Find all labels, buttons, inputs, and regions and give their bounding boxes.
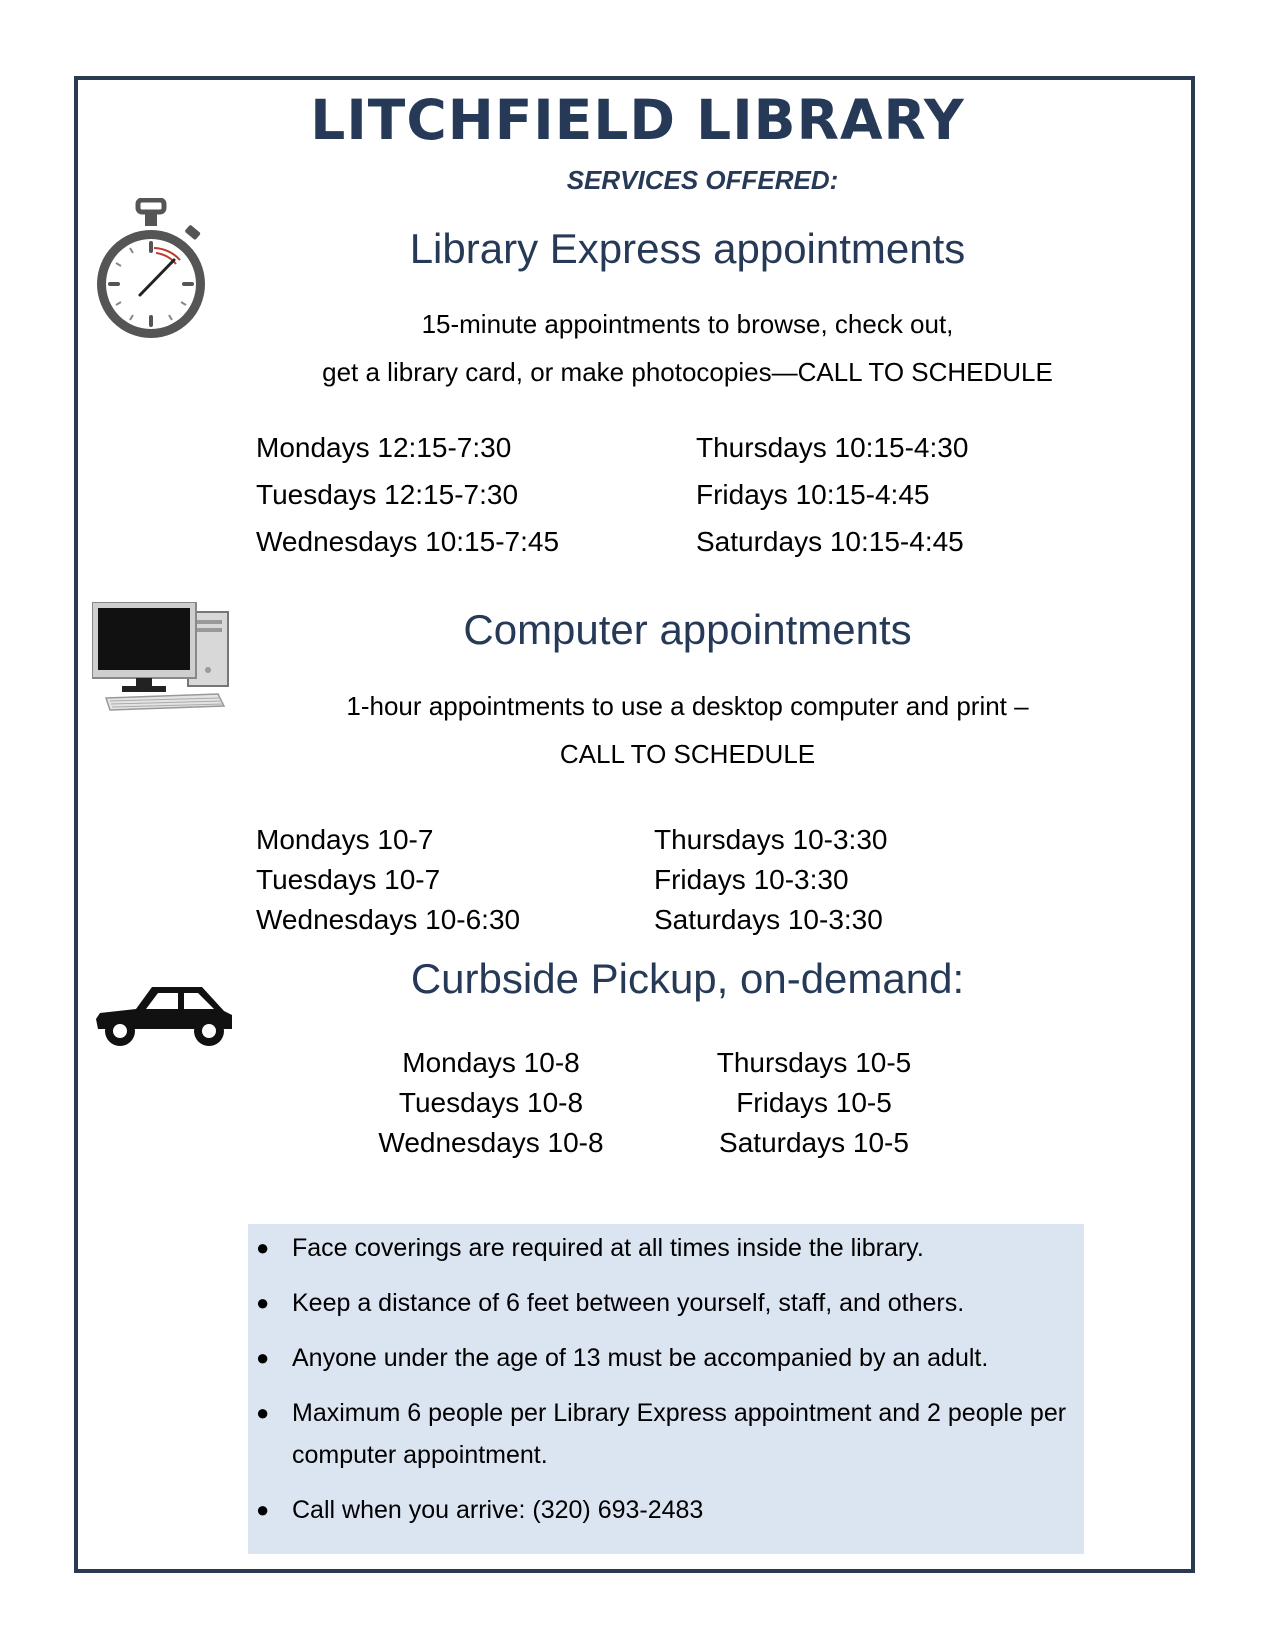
computer-heading: Computer appointments — [463, 606, 912, 653]
express-hours-monday: Mondays 12:15-7:30 — [256, 432, 512, 463]
bullet-icon: ● — [256, 1400, 270, 1425]
computer-description-line-2: CALL TO SCHEDULE — [559, 739, 816, 769]
express-description-line-2: get a library card, or make photocopies—CALL TO SCHEDULE — [322, 357, 1053, 387]
rule-text: Anyone under the age of 13 must be accompanied by an adult. — [292, 1344, 989, 1372]
computer-hours-tuesday: Tuesdays 10-7 — [256, 864, 441, 895]
bullet-icon: ● — [256, 1290, 270, 1315]
rule-text: Maximum 6 people per Library Express appointment and 2 people per computer appointment. — [292, 1399, 1067, 1469]
express-hours-saturday: Saturdays 10:15-4:45 — [696, 526, 964, 557]
curbside-hours-saturday: Saturdays 10-5 — [719, 1127, 909, 1158]
curbside-heading: Curbside Pickup, on-demand: — [410, 955, 965, 1002]
rule-item — [256, 1392, 1072, 1476]
curbside-hours-monday: Mondays 10-8 — [402, 1047, 580, 1078]
express-heading: Library Express appointments — [409, 225, 966, 272]
rule-item — [256, 1337, 1072, 1379]
bullet-icon: ● — [256, 1497, 270, 1522]
express-description-line-1: 15-minute appointments to browse, check out, — [421, 309, 954, 339]
curbside-hours-friday: Fridays 10-5 — [736, 1087, 892, 1118]
computer-hours-thursday: Thursdays 10-3:30 — [654, 824, 888, 855]
bullet-icon: ● — [256, 1345, 270, 1370]
rule-item — [256, 1282, 1072, 1324]
express-hours-wednesday: Wednesdays 10:15-7:45 — [256, 526, 560, 557]
computer-description-line-1: 1-hour appointments to use a desktop computer and print – — [346, 691, 1029, 721]
rule-text: Keep a distance of 6 feet between yourself, staff, and others. — [292, 1289, 965, 1317]
computer-hours-friday: Fridays 10-3:30 — [654, 864, 849, 895]
computer-hours-saturday: Saturdays 10-3:30 — [654, 904, 883, 935]
page-title: LITCHFIELD LIBRARY — [310, 88, 965, 152]
computer-hours-wednesday: Wednesdays 10-6:30 — [256, 904, 521, 935]
curbside-hours-wednesday: Wednesdays 10-8 — [378, 1127, 604, 1158]
express-hours-friday: Fridays 10:15-4:45 — [696, 479, 930, 510]
rule-item — [256, 1489, 1072, 1531]
rule-text: Call when you arrive: (320) 693-2483 — [292, 1496, 704, 1524]
curbside-hours-thursday: Thursdays 10-5 — [716, 1047, 912, 1078]
curbside-hours-tuesday: Tuesdays 10-8 — [398, 1087, 584, 1118]
computer-hours-monday: Mondays 10-7 — [256, 824, 434, 855]
page-subtitle: SERVICES OFFERED: — [566, 165, 839, 195]
rule-text: Face coverings are required at all times inside the library. — [292, 1234, 924, 1262]
rule-item — [256, 1227, 1072, 1269]
rules-box — [248, 1224, 1084, 1554]
express-hours-tuesday: Tuesdays 12:15-7:30 — [256, 479, 519, 510]
bullet-icon: ● — [256, 1235, 270, 1260]
express-hours-thursday: Thursdays 10:15-4:30 — [696, 432, 969, 463]
